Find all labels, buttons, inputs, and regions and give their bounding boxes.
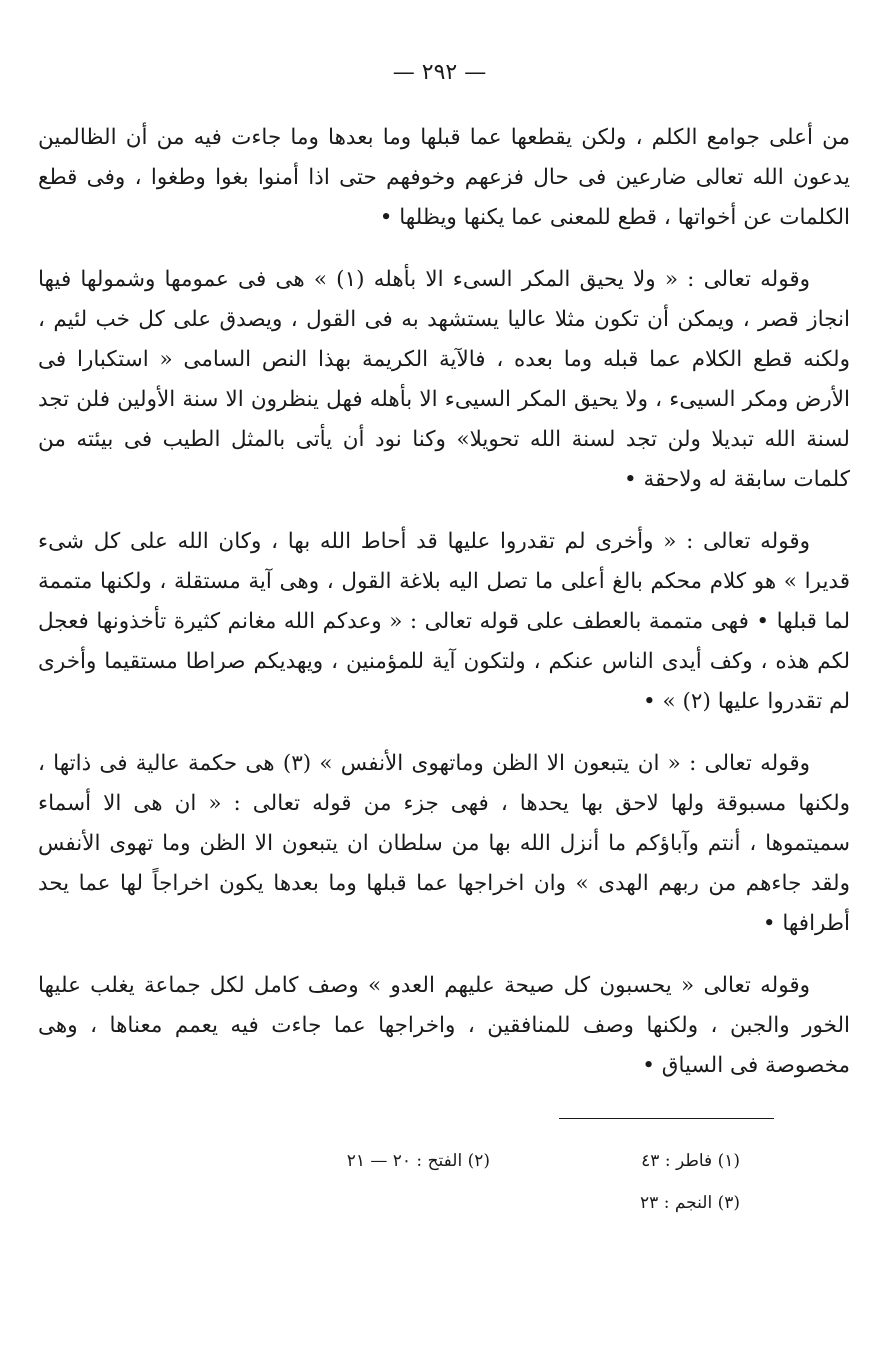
footnote-2: (٢) الفتح : ٢٠ — ٢١ [346, 1151, 490, 1171]
footnotes [240, 1140, 740, 1224]
paragraph-1: من أعلى جوامع الكلم ، ولكن يقطعها عما قبلها وما بعدها وما جاءت فيه من أن الظالمين يدعون الله تعالى ضارعين فى حال فزعهم وخوفهم حتى اذا أمنوا بغوا وطغوا ، وفى قطع الكلمات عن أخواتها ، قطع للمعنى عما يكنها ويظلها • [38, 125, 850, 230]
paragraph-5: وقوله تعالى « يحسبون كل صيحة عليهم العدو » وصف كامل لكل جماعة يغلب عليها الخور والجبن ، ولكنها وصف للمنافقين ، واخراجها عما جاءت فيه يعمم معناها ، وهى مخصوصة فى السياق • [38, 973, 850, 1078]
footnote-3: (٣) النجم : ٢٣ [640, 1193, 740, 1213]
footnote-divider [559, 1118, 774, 1119]
paragraph-2: وقوله تعالى : « ولا يحيق المكر السىء الا بأهله (١) » هى فى عمومها وشمولها فيها انجاز قصر ، ويمكن أن تكون مثلا عاليا يستشهد به فى القول ، ويصدق على كل خب لئيم ، ولكنه قطع الكلام عما قبله وما بعده ، فالآية الكريمة بهذا النص السامى « استكبارا فى الأرض ومكر السيىء ، ولا يحيق المكر السيىء الا بأهله فهل ينظرون الا سنة الأولين فلن تجد لسنة الله تبديلا ولن تجد لسنة الله تحويلا» وكنا نود أن يأتى بالمثل الطيب فى بيئته من كلمات سابقة له ولاحقة • [38, 267, 850, 492]
paragraph-4: وقوله تعالى : « ان يتبعون الا الظن وماتهوى الأنفس » (٣) هى حكمة عالية فى ذاتها ، ولكنها مسبوقة ولها لاحق بها يحدها ، فهى جزء من قوله تعالى : « ان هى الا أسماء سميتموها ، أنتم وآباؤكم ما أنزل الله بها من سلطان ان يتبعون الا الظن وما تهوى الأنفس ولقد جاءهم من ربهم الهدى » وان اخراجها عما قبلها وما بعدها يكون اخراجاً لها عما يحد أطرافها • [38, 751, 850, 936]
footnote-row-2 [240, 1182, 740, 1224]
paragraph-3: وقوله تعالى : « وأخرى لم تقدروا عليها قد أحاط الله بها ، وكان الله على كل شىء قديرا » هو كلام محكم بالغ أعلى ما تصل اليه بلاغة القول ، وهى آية مستقلة ، ولكنها متممة لما قبلها • فهى متممة بالعطف على قوله تعالى : « وعدكم الله مغانم كثيرة تأخذونها فعجل لكم هذه ، وكف أيدى الناس عنكم ، ولتكون آية للمؤمنين ، ويهديكم صراطا مستقيما وأخرى لم تقدروا عليها (٢) » • [38, 529, 850, 714]
footnote-1: (١) فاطر : ٤٣ [641, 1151, 740, 1171]
body-text [38, 118, 850, 1108]
page-number: — ٢٩٢ — [392, 60, 487, 85]
footnote-row-1 [240, 1140, 740, 1182]
